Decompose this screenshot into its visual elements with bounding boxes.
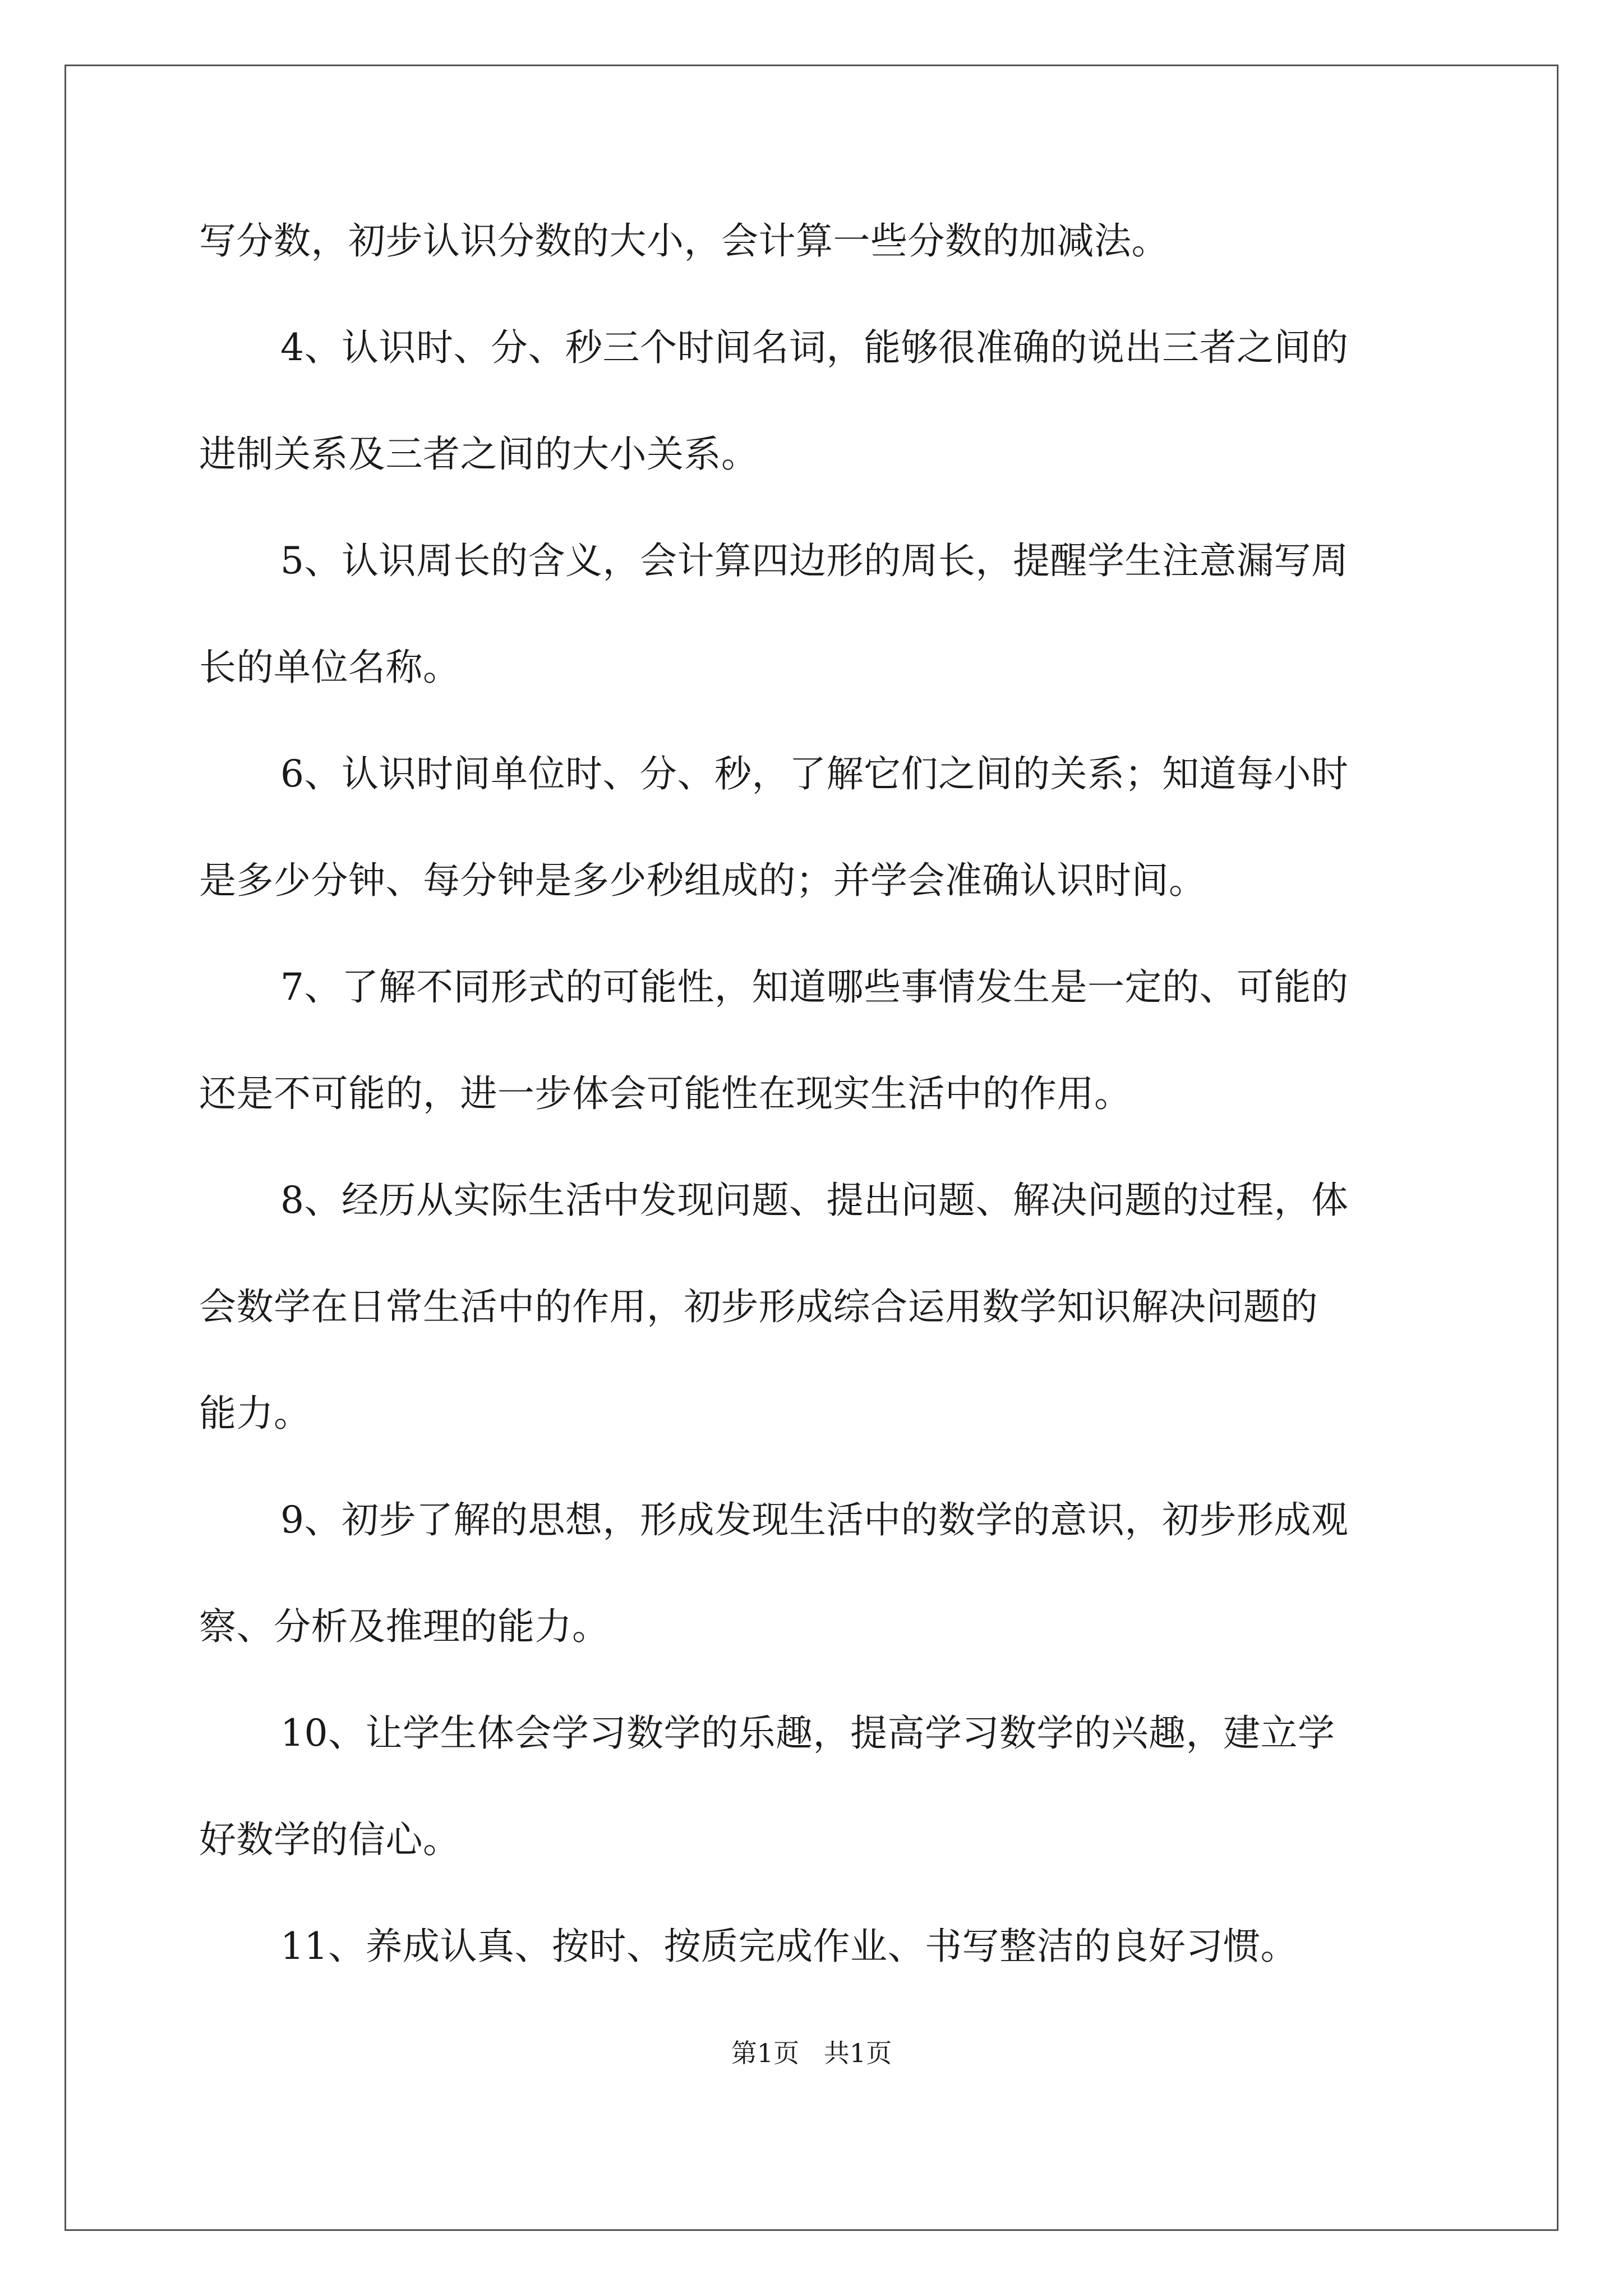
paragraph-line: 能力。 [199,1392,311,1435]
paragraph-line: 5、认识周长的含义，会计算四边形的周长，提醒学生注意漏写周 [280,539,1349,582]
paragraph-line: 还是不可能的，进一步体会可能性在现实生活中的作用。 [199,1072,1132,1115]
paragraph-line: 写分数，初步认识分数的大小，会计算一些分数的加减法。 [199,219,1169,263]
paragraph-line: 10、让学生体会学习数学的乐趣，提高学习数学的兴趣，建立学 [280,1711,1335,1755]
paragraph-line: 会数学在日常生活中的作用，初步形成综合运用数学知识解决问题的 [199,1285,1318,1328]
paragraph-line: 好数学的信心。 [199,1818,460,1861]
paragraph-line: 察、分析及推理的能力。 [199,1605,610,1648]
paragraph-line: 进制关系及三者之间的大小关系。 [199,432,759,476]
paragraph-line: 是多少分钟、每分钟是多少秒组成的；并学会准确认识时间。 [199,859,1206,902]
paragraph-line: 长的单位名称。 [199,646,460,689]
paragraph-line: 11、养成认真、按时、按质完成作业、书写整洁的良好习惯。 [280,1925,1298,1968]
page-footer: 第1页 共1页 [731,2038,892,2068]
paragraph-line: 7、了解不同形式的可能性，知道哪些事情发生是一定的、可能的 [280,965,1349,1009]
paragraph-line: 4、认识时、分、秒三个时间名词，能够很准确的说出三者之间的 [280,326,1349,369]
page-border [64,65,1559,2231]
paragraph-line: 8、经历从实际生活中发现问题、提出问题、解决问题的过程，体 [280,1179,1349,1222]
paragraph-line: 6、认识时间单位时、分、秒，了解它们之间的关系；知道每小时 [280,752,1349,795]
paragraph-line: 9、初步了解的思想，形成发现生活中的数学的意识，初步形成观 [280,1498,1349,1542]
